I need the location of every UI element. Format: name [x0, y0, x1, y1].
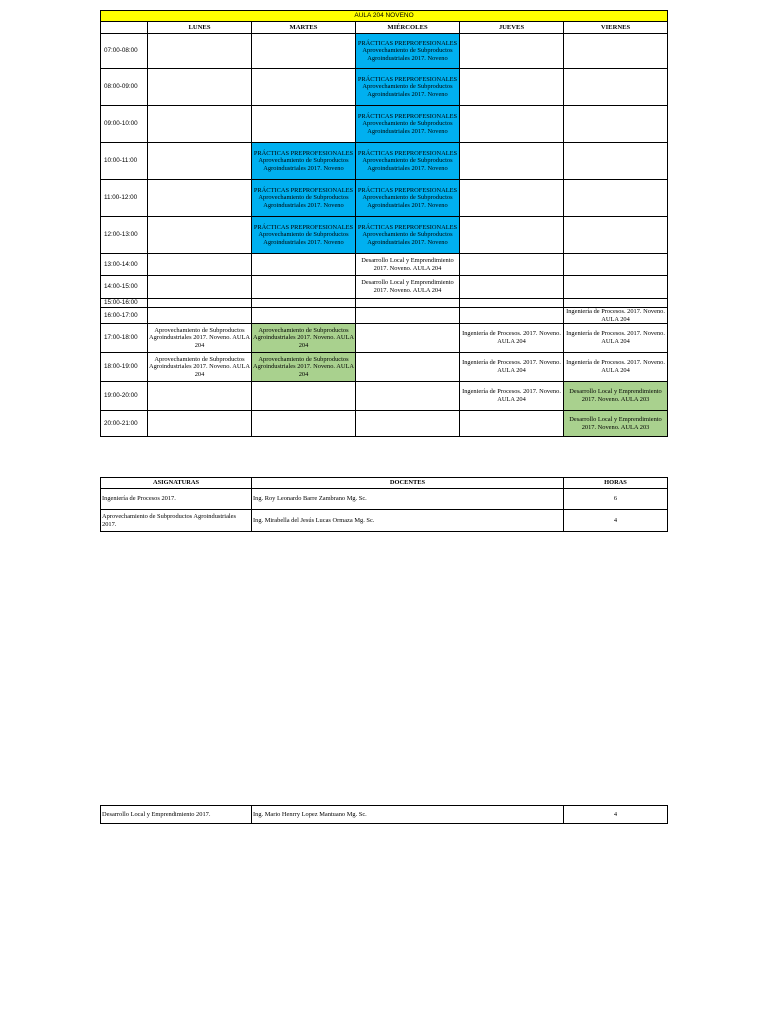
class-cell-miercoles [356, 217, 460, 254]
class-cell-text [252, 299, 355, 307]
schedule-row [101, 411, 668, 437]
schedule-row [101, 69, 668, 106]
class-cell-text: PRÁCTICAS PREPROFESIONALES Aprovechamiento de Subproductos Agroindustriales 2017. Noveno [253, 149, 354, 172]
time-slot-label: 13:00-14:00 [101, 254, 148, 276]
class-cell-lunes [148, 276, 252, 299]
class-cell-viernes [564, 254, 668, 276]
time-header-blank [101, 22, 148, 34]
time-slot-label: 08:00-09:00 [101, 69, 148, 106]
class-cell-viernes [564, 276, 668, 299]
class-cell-martes [252, 382, 356, 411]
schedule-row [101, 382, 668, 411]
class-cell-martes [252, 217, 356, 254]
class-cell-text [564, 217, 667, 253]
class-cell-martes [252, 69, 356, 106]
class-cell-text [460, 34, 563, 68]
subject-row [101, 806, 668, 824]
class-cell-viernes [564, 217, 668, 254]
class-cell-text [564, 254, 667, 275]
class-cell-martes [252, 353, 356, 382]
schedule-row [101, 308, 668, 324]
class-cell-martes [252, 143, 356, 180]
class-cell-miercoles [356, 34, 460, 69]
class-cell-miercoles [356, 254, 460, 276]
class-cell-miercoles [356, 411, 460, 437]
class-cell-text [356, 308, 459, 323]
time-slot-label: 09:00-10:00 [101, 106, 148, 143]
class-cell-text: PRÁCTICAS PREPROFESIONALES Aprovechamiento de Subproductos Agroindustriales 2017. Noveno [357, 223, 458, 246]
class-cell-viernes [564, 106, 668, 143]
class-cell-miercoles [356, 299, 460, 308]
schedule-row [101, 180, 668, 217]
class-cell-lunes [148, 308, 252, 324]
class-cell-text [252, 254, 355, 275]
schedule-row [101, 299, 668, 308]
class-cell-text [564, 69, 667, 105]
class-cell-text [252, 382, 355, 410]
class-cell-martes [252, 34, 356, 69]
class-cell-jueves [460, 299, 564, 308]
horas-header: HORAS [564, 478, 668, 489]
class-cell-lunes [148, 106, 252, 143]
class-cell-text [564, 106, 667, 142]
class-cell-text [356, 353, 459, 381]
class-cell-text [356, 382, 459, 410]
class-cell-lunes [148, 217, 252, 254]
class-cell-text [148, 34, 251, 68]
class-cell-viernes [564, 411, 668, 437]
class-cell-viernes [564, 69, 668, 106]
class-cell-lunes [148, 69, 252, 106]
asignatura-cell: Desarrollo Local y Emprendimiento 2017. [101, 806, 252, 824]
class-cell-text [148, 106, 251, 142]
class-cell-jueves [460, 411, 564, 437]
class-cell-miercoles [356, 180, 460, 217]
class-cell-text [148, 254, 251, 275]
time-slot-label: 18:00-19:00 [101, 353, 148, 382]
schedule-row [101, 324, 668, 353]
class-cell-martes [252, 106, 356, 143]
asignaturas-header: ASIGNATURAS [101, 478, 252, 489]
time-slot-label: 17:00-18:00 [101, 324, 148, 353]
class-cell-text: Aprovechamiento de Subproductos Agroindustriales 2017. Noveno. AULA 204 [149, 326, 250, 349]
schedule-row [101, 353, 668, 382]
class-cell-text [148, 411, 251, 436]
class-cell-text: PRÁCTICAS PREPROFESIONALES Aprovechamiento de Subproductos Agroindustriales 2017. Noveno [357, 39, 458, 62]
time-slot-label: 15:00-16:00 [101, 299, 148, 308]
class-cell-martes [252, 411, 356, 437]
class-cell-text: PRÁCTICAS PREPROFESIONALES Aprovechamiento de Subproductos Agroindustriales 2017. Noveno [357, 75, 458, 98]
class-cell-text [356, 411, 459, 436]
schedule-row [101, 254, 668, 276]
class-cell-lunes [148, 353, 252, 382]
class-cell-miercoles [356, 276, 460, 299]
day-header-martes: MARTES [252, 22, 356, 34]
class-cell-text: Desarrollo Local y Emprendimiento 2017. Noveno. AULA 203 [569, 415, 662, 431]
class-cell-text [148, 382, 251, 410]
horas-cell: 4 [564, 806, 668, 824]
class-cell-jueves [460, 254, 564, 276]
class-cell-jueves [460, 69, 564, 106]
class-cell-text: Ingeniería de Procesos. 2017. Noveno. AULA 204 [462, 388, 561, 403]
class-cell-text [460, 276, 563, 298]
day-header-row [101, 22, 668, 34]
class-cell-text [148, 69, 251, 105]
class-cell-text [356, 324, 459, 352]
subject-row [101, 510, 668, 532]
class-cell-viernes [564, 353, 668, 382]
time-slot-label: 12:00-13:00 [101, 217, 148, 254]
class-cell-miercoles [356, 382, 460, 411]
class-cell-text [148, 276, 251, 298]
class-cell-text [460, 308, 563, 323]
class-cell-text [460, 180, 563, 216]
schedule-title: AULA 204 NOVENO [101, 11, 668, 22]
class-cell-text: Ingeniería de Procesos. 2017. Noveno. AULA 204 [462, 359, 561, 374]
docente-cell: Ing. Roy Leonardo Barre Zambrano Mg. Sc. [252, 489, 564, 510]
subject-row [101, 489, 668, 510]
class-cell-lunes [148, 324, 252, 353]
class-cell-text: Ingeniería de Procesos. 2017. Noveno. AULA 204 [462, 330, 561, 345]
class-cell-text [252, 308, 355, 323]
class-cell-lunes [148, 34, 252, 69]
class-cell-text [460, 217, 563, 253]
class-cell-text [564, 143, 667, 179]
class-cell-text [148, 299, 251, 307]
class-cell-martes [252, 308, 356, 324]
schedule-row [101, 106, 668, 143]
class-cell-text: Aprovechamiento de Subproductos Agroindustriales 2017. Noveno. AULA 204 [253, 355, 354, 378]
class-cell-lunes [148, 143, 252, 180]
class-cell-text: Desarrollo Local y Emprendimiento 2017. Noveno. AULA 204 [361, 256, 454, 272]
docente-cell: Ing. Mirabella del Jesús Lucas Ormaza Mg. Sc. [252, 510, 564, 532]
day-header-viernes: VIERNES [564, 22, 668, 34]
day-header-jueves: JUEVES [460, 22, 564, 34]
time-slot-label: 20:00-21:00 [101, 411, 148, 437]
schedule-row [101, 276, 668, 299]
class-cell-text [460, 106, 563, 142]
time-slot-label: 14:00-15:00 [101, 276, 148, 299]
class-cell-lunes [148, 382, 252, 411]
class-cell-text [252, 411, 355, 436]
class-cell-text [460, 254, 563, 275]
class-cell-jueves [460, 34, 564, 69]
class-cell-jueves [460, 382, 564, 411]
time-slot-label: 11:00-12:00 [101, 180, 148, 217]
class-cell-text [252, 69, 355, 105]
schedule-body [101, 34, 668, 437]
class-cell-jueves [460, 180, 564, 217]
class-cell-text [252, 276, 355, 298]
class-cell-text: PRÁCTICAS PREPROFESIONALES Aprovechamiento de Subproductos Agroindustriales 2017. Noveno [253, 223, 354, 246]
horas-cell: 4 [564, 510, 668, 532]
class-cell-jueves [460, 217, 564, 254]
class-cell-miercoles [356, 69, 460, 106]
schedule-row [101, 34, 668, 69]
docentes-header: DOCENTES [252, 478, 564, 489]
class-cell-text [460, 143, 563, 179]
schedule-row [101, 143, 668, 180]
class-cell-lunes [148, 411, 252, 437]
class-cell-text: Desarrollo Local y Emprendimiento 2017. Noveno. AULA 203 [569, 388, 662, 403]
docente-cell: Ing. Mario Henrry Lopez Mantuano Mg. Sc. [252, 806, 564, 824]
time-slot-label: 10:00-11:00 [101, 143, 148, 180]
time-slot-label: 19:00-20:00 [101, 382, 148, 411]
class-cell-text [460, 299, 563, 307]
class-cell-text [148, 180, 251, 216]
day-header-miercoles: MIÉRCOLES [356, 22, 460, 34]
class-cell-text [252, 106, 355, 142]
class-cell-lunes [148, 254, 252, 276]
class-cell-jueves [460, 353, 564, 382]
class-cell-martes [252, 276, 356, 299]
class-cell-miercoles [356, 143, 460, 180]
class-cell-text [564, 299, 667, 307]
class-cell-text: PRÁCTICAS PREPROFESIONALES Aprovechamiento de Subproductos Agroindustriales 2017. Noveno [253, 186, 354, 209]
class-cell-martes [252, 180, 356, 217]
class-cell-text: PRÁCTICAS PREPROFESIONALES Aprovechamiento de Subproductos Agroindustriales 2017. Noveno [357, 186, 458, 209]
asignatura-cell: Ingeniería de Procesos 2017. [101, 489, 252, 510]
asignatura-cell: Aprovechamiento de Subproductos Agroindustriales 2017. [101, 510, 252, 532]
class-cell-jueves [460, 308, 564, 324]
class-cell-text [148, 217, 251, 253]
class-cell-viernes [564, 34, 668, 69]
class-cell-viernes [564, 143, 668, 180]
class-cell-text [148, 143, 251, 179]
class-cell-viernes [564, 308, 668, 324]
class-cell-martes [252, 254, 356, 276]
class-cell-text [148, 308, 251, 323]
class-cell-martes [252, 299, 356, 308]
class-cell-viernes [564, 299, 668, 308]
class-cell-text: Ingeniería de Procesos. 2017. Noveno. AULA 204 [566, 330, 665, 345]
class-cell-text: PRÁCTICAS PREPROFESIONALES Aprovechamiento de Subproductos Agroindustriales 2017. Noveno [357, 112, 458, 135]
class-cell-miercoles [356, 308, 460, 324]
class-cell-miercoles [356, 353, 460, 382]
horas-cell: 6 [564, 489, 668, 510]
class-cell-text: Aprovechamiento de Subproductos Agroindustriales 2017. Noveno. AULA 204 [253, 326, 354, 349]
class-cell-text [564, 276, 667, 298]
class-cell-martes [252, 324, 356, 353]
class-cell-viernes [564, 382, 668, 411]
class-cell-text: Desarrollo Local y Emprendimiento 2017. Noveno. AULA 204 [361, 279, 454, 294]
class-cell-text [460, 69, 563, 105]
subjects-table-continued [100, 805, 668, 824]
schedule-table [100, 10, 668, 437]
class-cell-miercoles [356, 324, 460, 353]
class-cell-text [460, 411, 563, 436]
class-cell-lunes [148, 299, 252, 308]
class-cell-jueves [460, 106, 564, 143]
time-slot-label: 16:00-17:00 [101, 308, 148, 324]
class-cell-text [356, 299, 459, 307]
class-cell-miercoles [356, 106, 460, 143]
day-header-lunes: LUNES [148, 22, 252, 34]
class-cell-text [564, 180, 667, 216]
class-cell-text: PRÁCTICAS PREPROFESIONALES Aprovechamiento de Subproductos Agroindustriales 2017. Noveno [357, 149, 458, 172]
class-cell-text: Ingeniería de Procesos. 2017. Noveno. AULA 204 [566, 359, 665, 374]
class-cell-text: Ingeniería de Procesos. 2017. Noveno. AULA 204 [566, 308, 665, 323]
class-cell-viernes [564, 180, 668, 217]
class-cell-text [252, 34, 355, 68]
time-slot-label: 07:00-08:00 [101, 34, 148, 69]
subjects-table [100, 477, 668, 532]
class-cell-jueves [460, 276, 564, 299]
class-cell-viernes [564, 324, 668, 353]
class-cell-lunes [148, 180, 252, 217]
class-cell-jueves [460, 324, 564, 353]
class-cell-text: Aprovechamiento de Subproductos Agroindustriales 2017. Noveno. AULA 204 [149, 355, 250, 378]
class-cell-jueves [460, 143, 564, 180]
schedule-row [101, 217, 668, 254]
class-cell-text [564, 34, 667, 68]
